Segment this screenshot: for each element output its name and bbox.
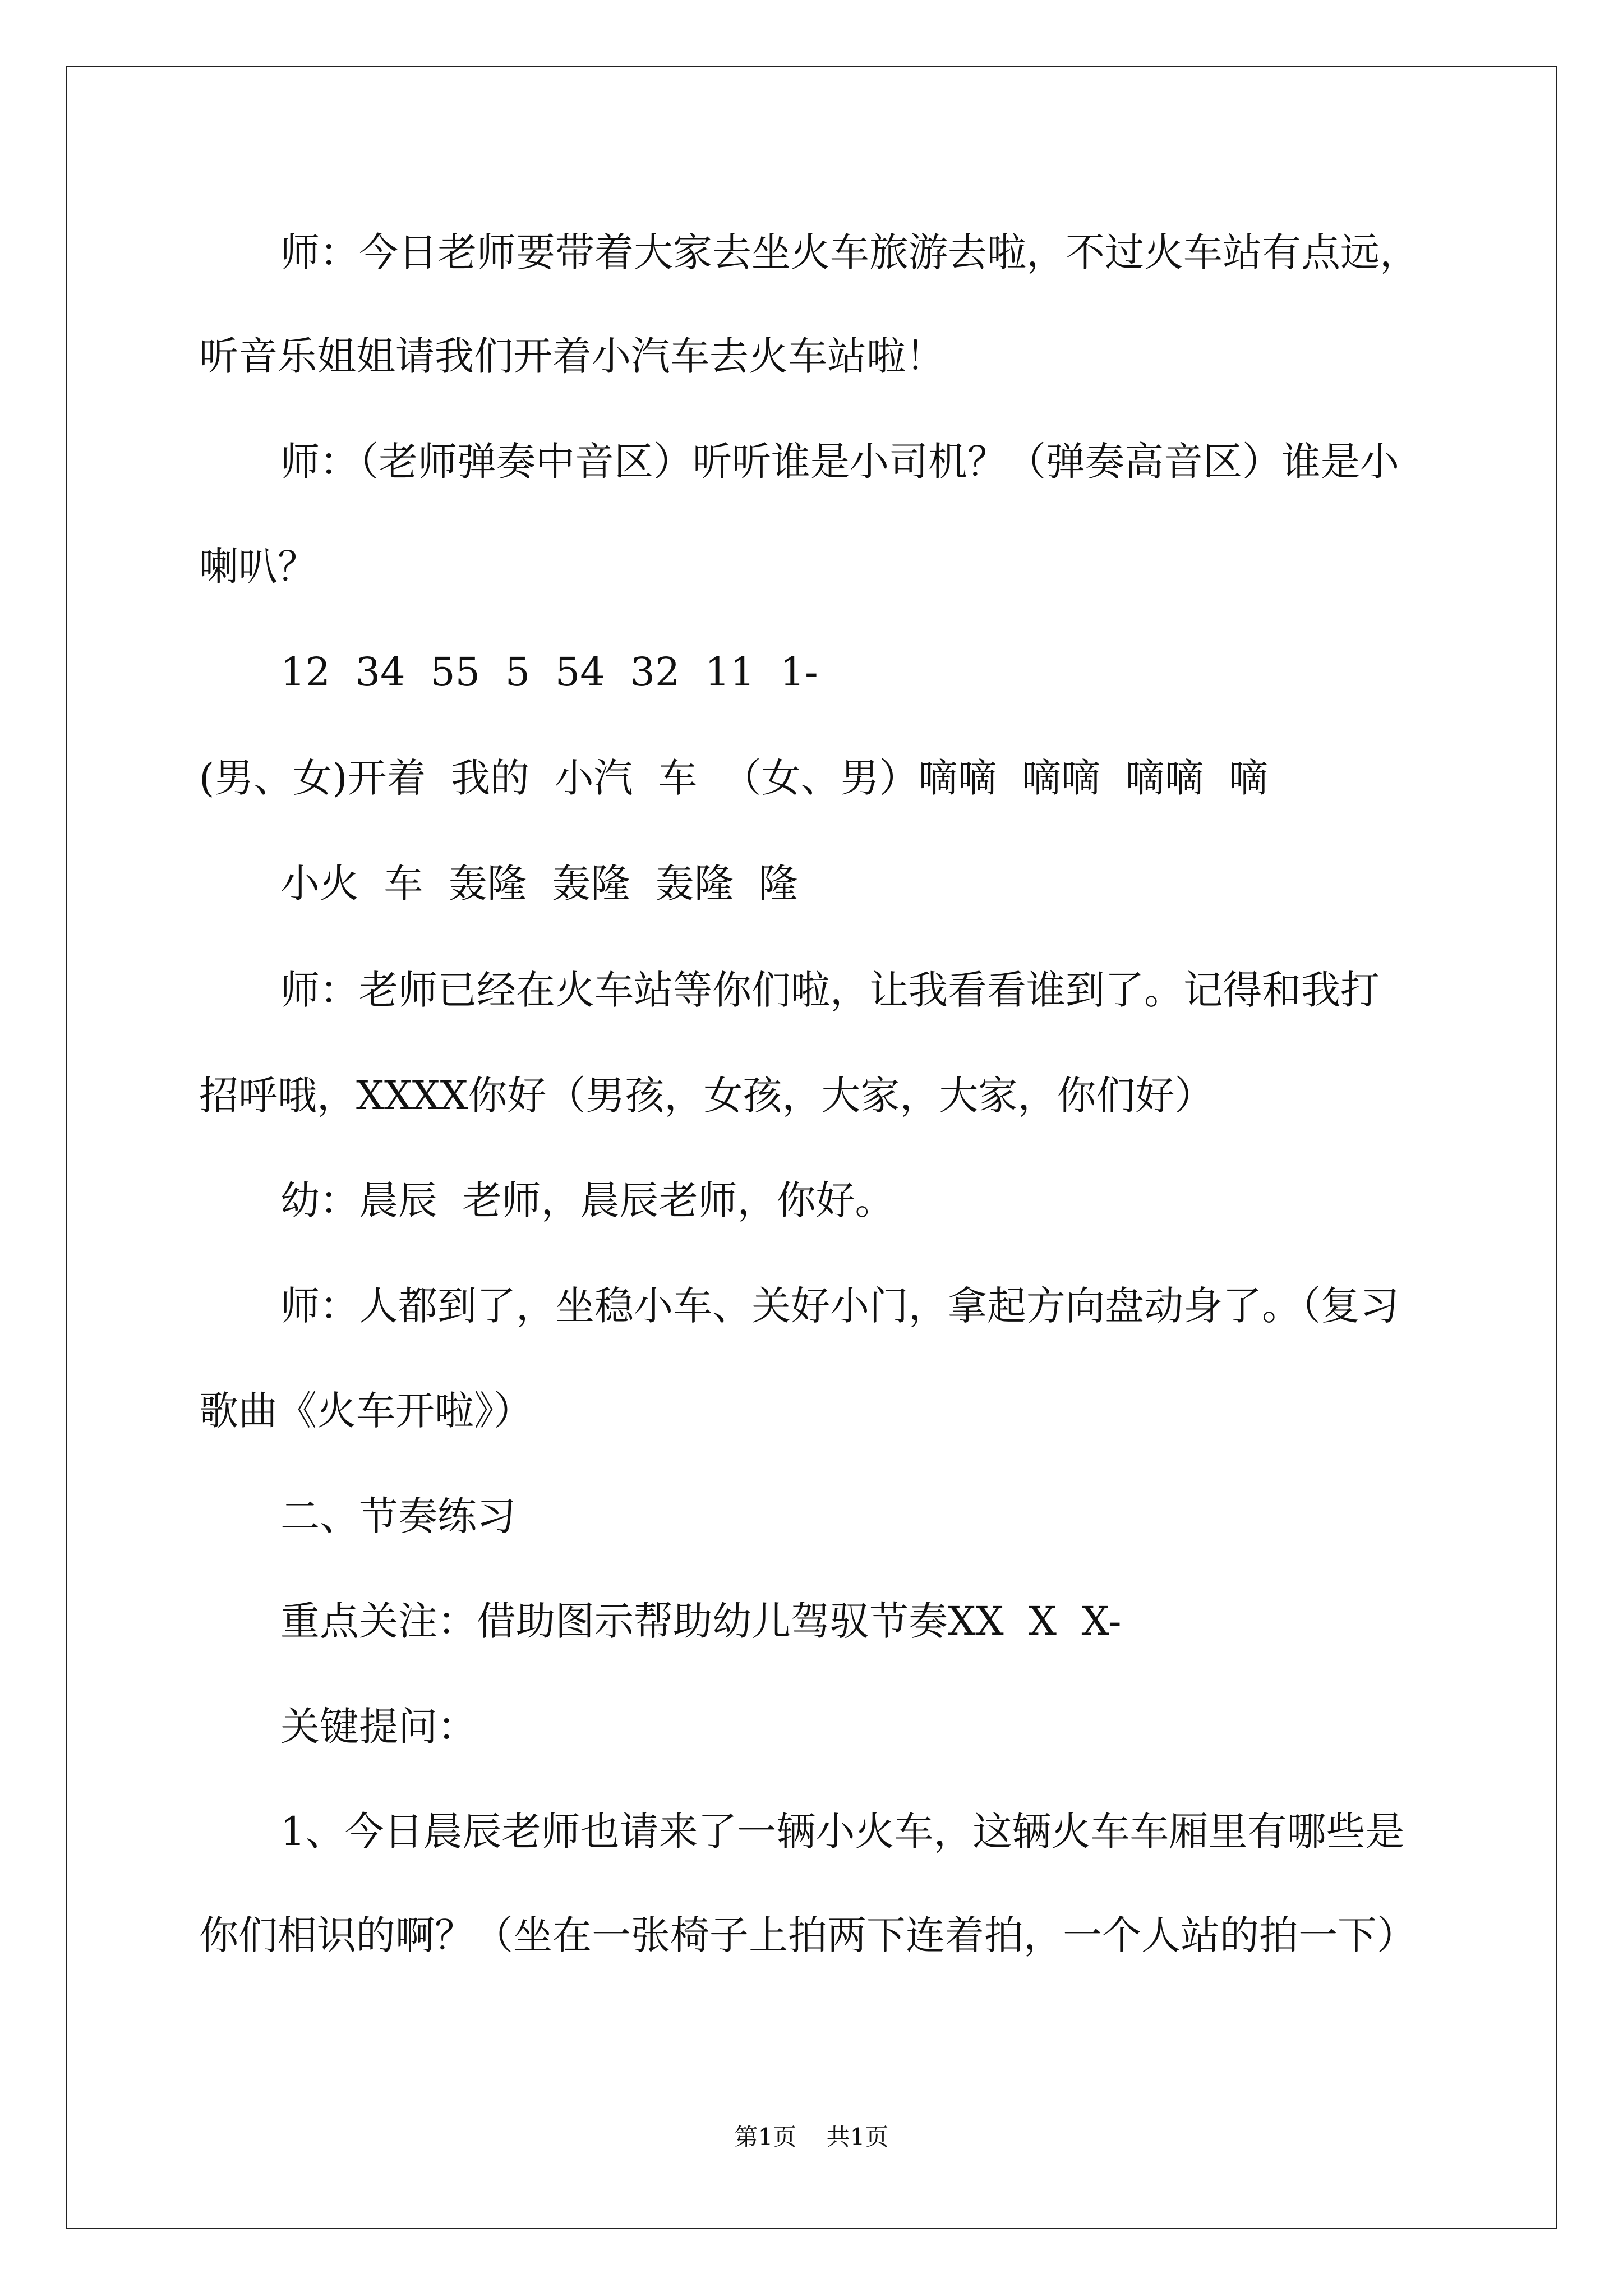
lyrics-line: 小火 车 轰隆 轰隆 轰隆 隆 <box>280 861 798 907</box>
paragraph-line: 你们相识的啊？（坐在一张椅子上拍两下连着拍，一个人站的拍一下） <box>199 1912 1416 1958</box>
paragraph-line: 听音乐姐姐请我们开着小汽车去火车站啦！ <box>199 333 945 379</box>
paragraph-line: 喇叭？ <box>199 544 317 590</box>
lyrics-line: (男、女)开着 我的 小汽 车 （女、男）嘀嘀 嘀嘀 嘀嘀 嘀 <box>199 755 1269 801</box>
paragraph-line: 招呼哦，XXXX你好（男孩，女孩，大家，大家，你们好） <box>199 1073 1214 1119</box>
paragraph-line: 师：人都到了，坐稳小车、关好小门，拿起方向盘动身了。（复习 <box>280 1283 1399 1329</box>
section-heading: 二、节奏练习 <box>280 1493 516 1539</box>
page-border <box>66 66 1557 2229</box>
paragraph-line: 师：（老师弹奏中音区）听听谁是小司机？（弹奏高音区）谁是小 <box>280 439 1399 485</box>
paragraph-line: 歌曲《火车开啦》） <box>199 1388 533 1434</box>
paragraph-line: 师：今日老师要带着大家去坐火车旅游去啦，不过火车站有点远， <box>280 229 1419 275</box>
paragraph-line: 重点关注：借助图示帮助幼儿驾驭节奏XX X X- <box>280 1598 1122 1644</box>
paragraph-line: 1、今日晨辰老师也请来了一辆小火车，这辆火车车厢里有哪些是 <box>280 1809 1405 1855</box>
notation-line: 12 34 55 5 54 32 11 1- <box>280 649 818 695</box>
page-number-footer: 第1页 共1页 <box>734 2123 889 2151</box>
paragraph-line: 关键提问： <box>280 1704 477 1750</box>
paragraph-line: 幼：晨辰 老师，晨辰老师，你好。 <box>280 1177 895 1223</box>
paragraph-line: 师：老师已经在火车站等你们啦，让我看看谁到了。记得和我打 <box>280 967 1380 1013</box>
